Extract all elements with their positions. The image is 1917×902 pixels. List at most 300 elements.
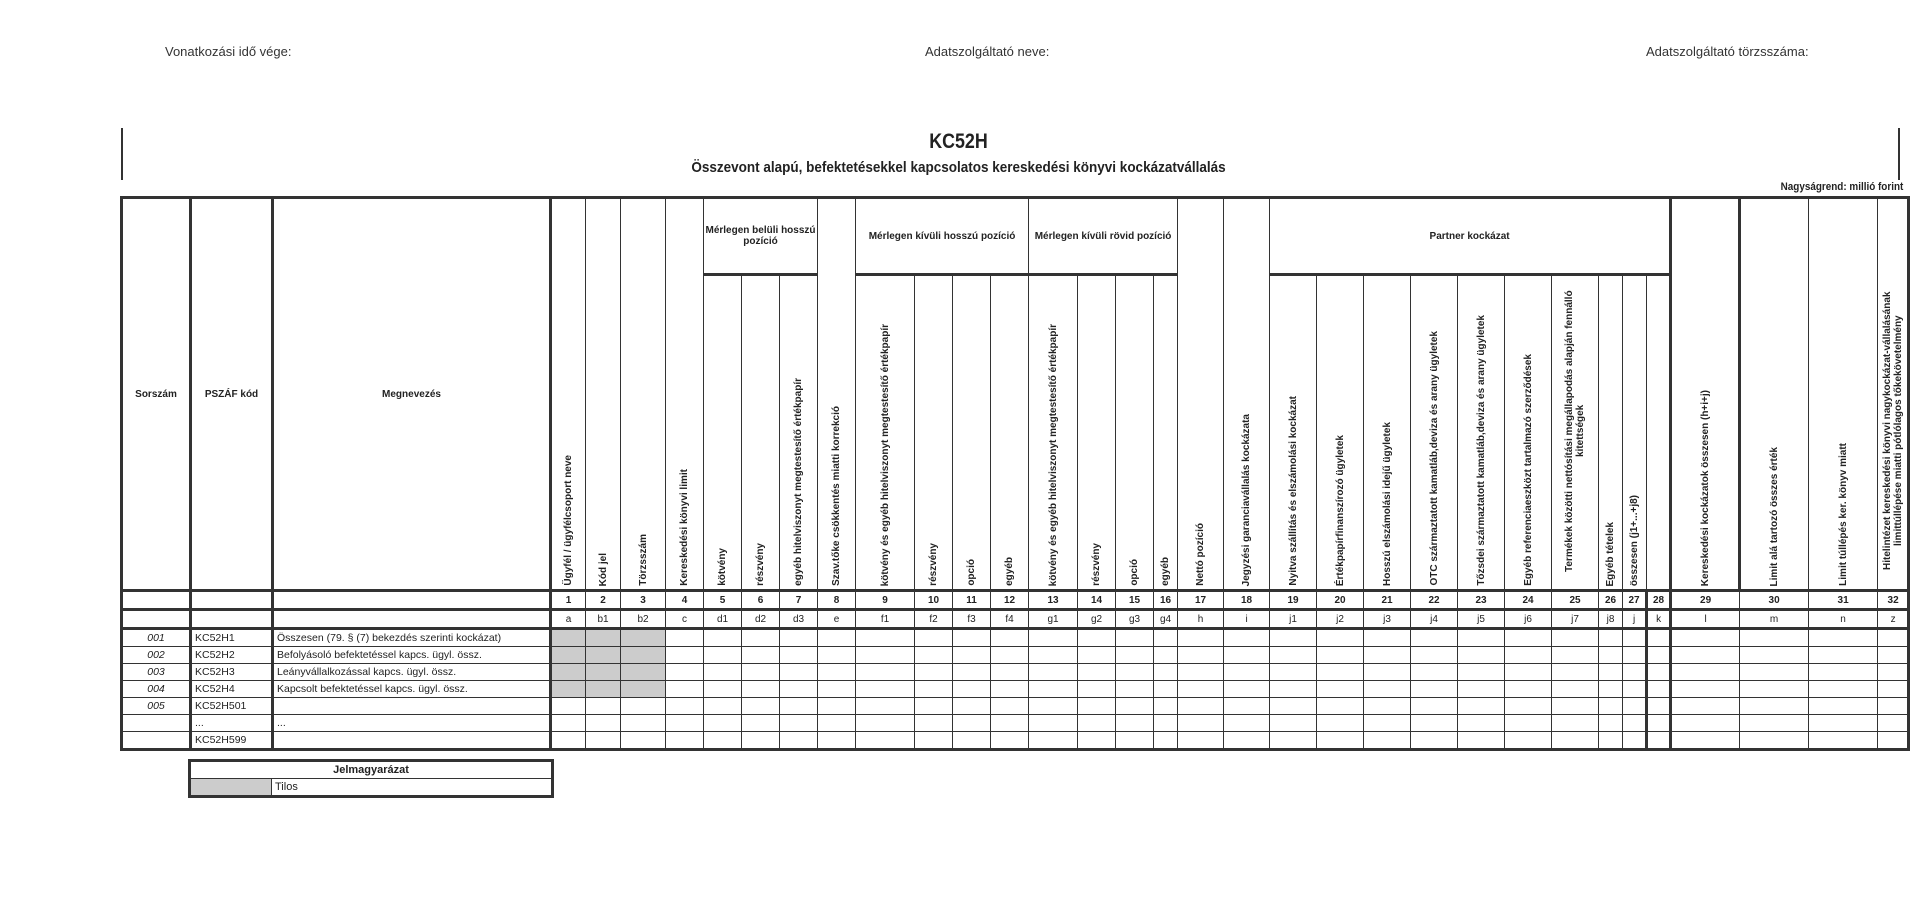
data-cell[interactable]: [1809, 629, 1878, 647]
data-cell[interactable]: [1740, 647, 1809, 664]
data-cell[interactable]: [621, 647, 666, 664]
data-cell[interactable]: [856, 647, 915, 664]
data-cell[interactable]: [1178, 681, 1224, 698]
data-cell[interactable]: [953, 664, 991, 681]
row-sorszam: 001: [122, 629, 191, 647]
column-number: 18: [1224, 591, 1270, 610]
data-cell[interactable]: [1647, 715, 1671, 732]
data-cell[interactable]: [1116, 647, 1154, 664]
data-cell[interactable]: [1458, 698, 1505, 715]
data-cell[interactable]: [1809, 698, 1878, 715]
data-cell[interactable]: [1317, 629, 1364, 647]
data-cell[interactable]: [551, 647, 586, 664]
data-cell[interactable]: [1647, 698, 1671, 715]
data-cell[interactable]: [818, 681, 856, 698]
data-cell[interactable]: [1364, 732, 1411, 750]
data-cell[interactable]: [1809, 715, 1878, 732]
column-letter: b2: [621, 610, 666, 629]
row-name: Befolyásoló befektetéssel kapcs. ügyl. össz.: [273, 647, 551, 664]
data-cell[interactable]: [1647, 629, 1671, 647]
column-number: 11: [953, 591, 991, 610]
column-number: 30: [1740, 591, 1809, 610]
data-cell[interactable]: [1740, 664, 1809, 681]
data-cell[interactable]: [915, 732, 953, 750]
data-cell[interactable]: [1671, 647, 1740, 664]
data-cell[interactable]: [551, 629, 586, 647]
column-letter: k: [1647, 610, 1671, 629]
data-cell[interactable]: [1505, 647, 1552, 664]
data-cell[interactable]: [953, 715, 991, 732]
data-cell[interactable]: [704, 647, 742, 664]
column-letters-row: [122, 610, 1909, 629]
data-cell[interactable]: [1411, 681, 1458, 698]
data-cell[interactable]: [666, 629, 704, 647]
data-cell[interactable]: [780, 698, 818, 715]
data-cell[interactable]: [1270, 647, 1317, 664]
column-number: 17: [1178, 591, 1224, 610]
data-cell[interactable]: [780, 629, 818, 647]
data-cell[interactable]: [856, 715, 915, 732]
col-mkr-kotveny: kötvény és egyéb hitelviszonyt megtestesítő értékpapír: [1029, 275, 1078, 591]
row-sorszam: [122, 732, 191, 750]
row-name: Kapcsolt befektetéssel kapcs. ügyl. össz.: [273, 681, 551, 698]
data-cell[interactable]: [991, 629, 1029, 647]
form-code: KC52H: [929, 130, 988, 153]
col-egyeb-referencia: Egyéb referenciaeszközt tartalmazó szerződések: [1505, 275, 1552, 591]
data-cell[interactable]: [818, 715, 856, 732]
data-cell[interactable]: [704, 732, 742, 750]
data-cell[interactable]: [1623, 629, 1647, 647]
data-cell[interactable]: [818, 732, 856, 750]
data-cell[interactable]: [1224, 698, 1270, 715]
data-cell[interactable]: [1740, 681, 1809, 698]
data-cell[interactable]: [1552, 732, 1599, 750]
data-cell[interactable]: [915, 664, 953, 681]
data-cell[interactable]: [1505, 715, 1552, 732]
data-cell[interactable]: [1458, 732, 1505, 750]
data-cell[interactable]: [586, 715, 621, 732]
data-cell[interactable]: [1671, 698, 1740, 715]
data-cell[interactable]: [586, 732, 621, 750]
data-cell[interactable]: [1364, 664, 1411, 681]
data-cell[interactable]: [780, 732, 818, 750]
data-cell[interactable]: [1029, 715, 1078, 732]
data-cell[interactable]: [1154, 664, 1178, 681]
data-cell[interactable]: [1647, 681, 1671, 698]
data-cell[interactable]: [1078, 732, 1116, 750]
data-cell[interactable]: [1671, 715, 1740, 732]
data-cell[interactable]: [1740, 732, 1809, 750]
data-cell[interactable]: [1224, 732, 1270, 750]
data-cell[interactable]: [1505, 698, 1552, 715]
data-cell[interactable]: [1599, 647, 1623, 664]
data-cell[interactable]: [818, 664, 856, 681]
column-letter: j5: [1458, 610, 1505, 629]
column-letter: i: [1224, 610, 1270, 629]
column-letter: m: [1740, 610, 1809, 629]
data-cell[interactable]: [621, 629, 666, 647]
column-letter: f4: [991, 610, 1029, 629]
column-number: 6: [742, 591, 780, 610]
data-cell[interactable]: [1116, 698, 1154, 715]
data-cell[interactable]: [915, 698, 953, 715]
data-cell[interactable]: [666, 732, 704, 750]
data-cell[interactable]: [1809, 647, 1878, 664]
data-cell[interactable]: [1647, 664, 1671, 681]
data-cell[interactable]: [551, 732, 586, 750]
data-cell[interactable]: [704, 664, 742, 681]
row-sorszam: 004: [122, 681, 191, 698]
data-cell[interactable]: [1317, 715, 1364, 732]
data-cell[interactable]: [1364, 629, 1411, 647]
data-cell[interactable]: [1552, 647, 1599, 664]
data-cell[interactable]: [1078, 698, 1116, 715]
column-letter: f2: [915, 610, 953, 629]
data-cell[interactable]: [1178, 698, 1224, 715]
data-cell[interactable]: [1270, 715, 1317, 732]
data-cell[interactable]: [1029, 732, 1078, 750]
col-limit-tullepes: Limit túllépés ker. könyv miatt: [1809, 198, 1878, 591]
data-cell[interactable]: [551, 664, 586, 681]
data-cell[interactable]: [1029, 698, 1078, 715]
data-cell[interactable]: [621, 715, 666, 732]
column-number: 2: [586, 591, 621, 610]
data-cell[interactable]: [1411, 664, 1458, 681]
data-cell[interactable]: [1647, 647, 1671, 664]
data-cell[interactable]: [1599, 698, 1623, 715]
data-cell[interactable]: [1599, 715, 1623, 732]
data-cell[interactable]: [1317, 664, 1364, 681]
column-number: 7: [780, 591, 818, 610]
data-cell[interactable]: [586, 647, 621, 664]
data-cell[interactable]: [915, 629, 953, 647]
column-number: 5: [704, 591, 742, 610]
column-number: 14: [1078, 591, 1116, 610]
legend-forbidden-swatch: [190, 779, 272, 797]
data-cell[interactable]: [621, 681, 666, 698]
data-cell[interactable]: [953, 681, 991, 698]
col-mkh-opcio: opció: [953, 275, 991, 591]
data-cell[interactable]: [1029, 647, 1078, 664]
data-cell[interactable]: [704, 629, 742, 647]
data-cell[interactable]: [1364, 647, 1411, 664]
data-cell[interactable]: [742, 629, 780, 647]
data-cell[interactable]: [621, 698, 666, 715]
col-otc: OTC származtatott kamatláb,deviza és arany ügyletek: [1411, 275, 1458, 591]
data-cell[interactable]: [1317, 681, 1364, 698]
data-cell[interactable]: [1878, 664, 1909, 681]
data-cell[interactable]: [1411, 732, 1458, 750]
data-cell[interactable]: [1878, 732, 1909, 750]
data-cell[interactable]: [1411, 647, 1458, 664]
row-name: Leányvállalkozással kapcs. ügyl. össz.: [273, 664, 551, 681]
data-cell[interactable]: [1552, 664, 1599, 681]
column-letter: e: [818, 610, 856, 629]
data-cell[interactable]: [1878, 715, 1909, 732]
data-cell[interactable]: [1270, 664, 1317, 681]
data-cell[interactable]: [915, 715, 953, 732]
data-cell[interactable]: [586, 629, 621, 647]
row-sorszam: 005: [122, 698, 191, 715]
data-cell[interactable]: [1270, 698, 1317, 715]
group-partner: Partner kockázat: [1270, 198, 1671, 275]
data-cell[interactable]: [1671, 664, 1740, 681]
data-cell[interactable]: [1029, 629, 1078, 647]
data-cell[interactable]: [1623, 715, 1647, 732]
data-cell[interactable]: [1178, 664, 1224, 681]
data-cell[interactable]: [1224, 681, 1270, 698]
data-cell[interactable]: [991, 715, 1029, 732]
data-cell[interactable]: [953, 629, 991, 647]
column-number: 25: [1552, 591, 1599, 610]
data-cell[interactable]: [1078, 681, 1116, 698]
data-cell[interactable]: [915, 647, 953, 664]
column-letter: a: [551, 610, 586, 629]
data-cell[interactable]: [666, 715, 704, 732]
data-cell[interactable]: [1317, 698, 1364, 715]
data-cell[interactable]: [915, 681, 953, 698]
data-cell[interactable]: [1364, 715, 1411, 732]
data-cell[interactable]: [1505, 681, 1552, 698]
data-cell[interactable]: [1224, 629, 1270, 647]
data-cell[interactable]: [1740, 715, 1809, 732]
data-cell[interactable]: [818, 629, 856, 647]
data-cell[interactable]: [551, 698, 586, 715]
group-merlegen-beluli: Mérlegen belüli hosszú pozíció: [704, 198, 818, 275]
data-cell[interactable]: [856, 681, 915, 698]
data-cell[interactable]: [953, 647, 991, 664]
col-megnevezes: Megnevezés: [273, 198, 551, 591]
data-cell[interactable]: [1078, 715, 1116, 732]
data-cell[interactable]: [1878, 629, 1909, 647]
data-cell[interactable]: [666, 698, 704, 715]
column-letter: g2: [1078, 610, 1116, 629]
data-cell[interactable]: [1116, 681, 1154, 698]
data-cell[interactable]: [1671, 629, 1740, 647]
form-title: Összevont alapú, befektetésekkel kapcsolatos kereskedési könyvi kockázatvállalás: [691, 159, 1226, 176]
column-number: 9: [856, 591, 915, 610]
column-number: 24: [1505, 591, 1552, 610]
data-cell[interactable]: [1809, 732, 1878, 750]
data-cell[interactable]: [1078, 647, 1116, 664]
table-row: [122, 629, 1909, 647]
data-cell[interactable]: [1364, 698, 1411, 715]
data-cell[interactable]: [1078, 664, 1116, 681]
data-cell[interactable]: [742, 715, 780, 732]
data-cell[interactable]: [1116, 715, 1154, 732]
col-torzsszam: Törzsszám: [621, 198, 666, 591]
column-letter: j7: [1552, 610, 1599, 629]
data-cell[interactable]: [953, 732, 991, 750]
row-pszaf-code: KC52H2: [191, 647, 273, 664]
data-cell[interactable]: [621, 664, 666, 681]
col-partner-osszesen: összesen (j1+...+j8): [1623, 275, 1647, 591]
data-cell[interactable]: [586, 664, 621, 681]
provider-name-label: Adatszolgáltató neve:: [925, 44, 1050, 59]
data-cell[interactable]: [586, 698, 621, 715]
data-cell[interactable]: [1458, 681, 1505, 698]
data-cell[interactable]: [1224, 715, 1270, 732]
data-cell[interactable]: [1270, 629, 1317, 647]
col-hosszu-elszamolasi: Hosszú elszámolási idejű ügyletek: [1364, 275, 1411, 591]
column-letter: j1: [1270, 610, 1317, 629]
data-cell[interactable]: [1623, 664, 1647, 681]
data-cell[interactable]: [991, 664, 1029, 681]
data-cell[interactable]: [856, 629, 915, 647]
data-cell[interactable]: [1458, 629, 1505, 647]
col-sorszam: Sorszám: [122, 198, 191, 591]
data-cell[interactable]: [704, 698, 742, 715]
row-pszaf-code: KC52H1: [191, 629, 273, 647]
col-potlolagos: Hitelintézet kereskedési könyvi nagykockázat-vállalásának limittúllépése miatti pótlólagos tőkekövetelmény: [1878, 198, 1909, 591]
data-cell[interactable]: [1458, 647, 1505, 664]
group-merlegen-kivuli-hosszu: Mérlegen kívüli hosszú pozíció: [856, 198, 1029, 275]
data-cell[interactable]: [1224, 647, 1270, 664]
data-cell[interactable]: [666, 647, 704, 664]
data-cell[interactable]: [1411, 629, 1458, 647]
data-cell[interactable]: [1671, 732, 1740, 750]
data-cell[interactable]: [1411, 715, 1458, 732]
data-cell[interactable]: [953, 698, 991, 715]
data-cell[interactable]: [551, 715, 586, 732]
column-number: 16: [1154, 591, 1178, 610]
data-cell[interactable]: [1364, 681, 1411, 698]
data-cell[interactable]: [1411, 698, 1458, 715]
data-cell[interactable]: [1224, 664, 1270, 681]
data-cell[interactable]: [704, 715, 742, 732]
data-cell[interactable]: [1599, 629, 1623, 647]
data-cell[interactable]: [704, 681, 742, 698]
data-cell[interactable]: [1599, 681, 1623, 698]
data-cell[interactable]: [1078, 629, 1116, 647]
report-table: [120, 196, 1910, 751]
column-letter: n: [1809, 610, 1878, 629]
row-name: Összesen (79. § (7) bekezdés szerinti kockázat): [273, 629, 551, 647]
data-cell[interactable]: [1809, 664, 1878, 681]
data-cell[interactable]: [621, 732, 666, 750]
data-cell[interactable]: [1599, 664, 1623, 681]
data-cell[interactable]: [780, 715, 818, 732]
col-jegyzesi: Jegyzési garanciavállalás kockázata: [1224, 198, 1270, 591]
data-cell[interactable]: [1317, 732, 1364, 750]
data-cell[interactable]: [742, 732, 780, 750]
legend-table: [188, 759, 554, 798]
data-cell[interactable]: [1178, 629, 1224, 647]
table-row: [122, 681, 1909, 698]
data-cell[interactable]: [1154, 681, 1178, 698]
data-cell[interactable]: [1647, 732, 1671, 750]
data-cell[interactable]: [1116, 732, 1154, 750]
table-row: [122, 698, 1909, 715]
col-mkh-reszveny: részvény: [915, 275, 953, 591]
column-letter: g4: [1154, 610, 1178, 629]
data-cell[interactable]: [1505, 732, 1552, 750]
column-number: 29: [1671, 591, 1740, 610]
data-cell[interactable]: [1505, 629, 1552, 647]
data-cell[interactable]: [991, 647, 1029, 664]
data-cell[interactable]: [1458, 664, 1505, 681]
data-cell[interactable]: [1599, 732, 1623, 750]
column-number: 3: [621, 591, 666, 610]
data-cell[interactable]: [780, 647, 818, 664]
data-cell[interactable]: [1552, 698, 1599, 715]
data-cell[interactable]: [1809, 681, 1878, 698]
data-cell[interactable]: [1270, 681, 1317, 698]
data-cell[interactable]: [1116, 664, 1154, 681]
data-cell[interactable]: [1154, 629, 1178, 647]
data-cell[interactable]: [1623, 647, 1647, 664]
data-cell[interactable]: [991, 732, 1029, 750]
data-cell[interactable]: [818, 698, 856, 715]
data-cell[interactable]: [1178, 715, 1224, 732]
data-cell[interactable]: [780, 664, 818, 681]
data-cell[interactable]: [1623, 698, 1647, 715]
data-cell[interactable]: [1154, 732, 1178, 750]
col-tozsdei: Tőzsdei származtatott kamatláb,deviza és arany ügyletek: [1458, 275, 1505, 591]
data-cell[interactable]: [1552, 681, 1599, 698]
data-cell[interactable]: [818, 647, 856, 664]
data-cell[interactable]: [1878, 698, 1909, 715]
data-cell[interactable]: [742, 698, 780, 715]
data-cell[interactable]: [1552, 629, 1599, 647]
data-cell[interactable]: [1671, 681, 1740, 698]
data-cell[interactable]: [742, 647, 780, 664]
data-cell[interactable]: [666, 664, 704, 681]
data-cell[interactable]: [856, 664, 915, 681]
data-cell[interactable]: [1878, 681, 1909, 698]
column-letter: j3: [1364, 610, 1411, 629]
row-pszaf-code: KC52H4: [191, 681, 273, 698]
data-cell[interactable]: [1270, 732, 1317, 750]
data-cell[interactable]: [1178, 647, 1224, 664]
data-cell[interactable]: [1178, 732, 1224, 750]
data-cell[interactable]: [742, 664, 780, 681]
data-cell[interactable]: [1116, 629, 1154, 647]
data-cell[interactable]: [1740, 698, 1809, 715]
data-cell[interactable]: [991, 681, 1029, 698]
data-cell[interactable]: [1623, 732, 1647, 750]
column-number: 20: [1317, 591, 1364, 610]
col-mkr-egyeb: egyéb: [1154, 275, 1178, 591]
data-cell[interactable]: [551, 681, 586, 698]
data-cell[interactable]: [1505, 664, 1552, 681]
data-cell[interactable]: [1552, 715, 1599, 732]
data-cell[interactable]: [991, 698, 1029, 715]
table-row: [122, 664, 1909, 681]
data-cell[interactable]: [780, 681, 818, 698]
column-letter: f3: [953, 610, 991, 629]
data-cell[interactable]: [1317, 647, 1364, 664]
data-cell[interactable]: [1154, 647, 1178, 664]
data-cell[interactable]: [1623, 681, 1647, 698]
data-cell[interactable]: [856, 732, 915, 750]
data-cell[interactable]: [586, 681, 621, 698]
data-cell[interactable]: [742, 681, 780, 698]
data-cell[interactable]: [666, 681, 704, 698]
data-cell[interactable]: [1154, 698, 1178, 715]
data-cell[interactable]: [1154, 715, 1178, 732]
data-cell[interactable]: [856, 698, 915, 715]
row-pszaf-code: KC52H599: [191, 732, 273, 750]
data-cell[interactable]: [1458, 715, 1505, 732]
data-cell[interactable]: [1740, 629, 1809, 647]
data-cell[interactable]: [1029, 681, 1078, 698]
column-number: 19: [1270, 591, 1317, 610]
column-letter: b1: [586, 610, 621, 629]
data-cell[interactable]: [1878, 647, 1909, 664]
data-cell[interactable]: [1029, 664, 1078, 681]
column-number: 13: [1029, 591, 1078, 610]
